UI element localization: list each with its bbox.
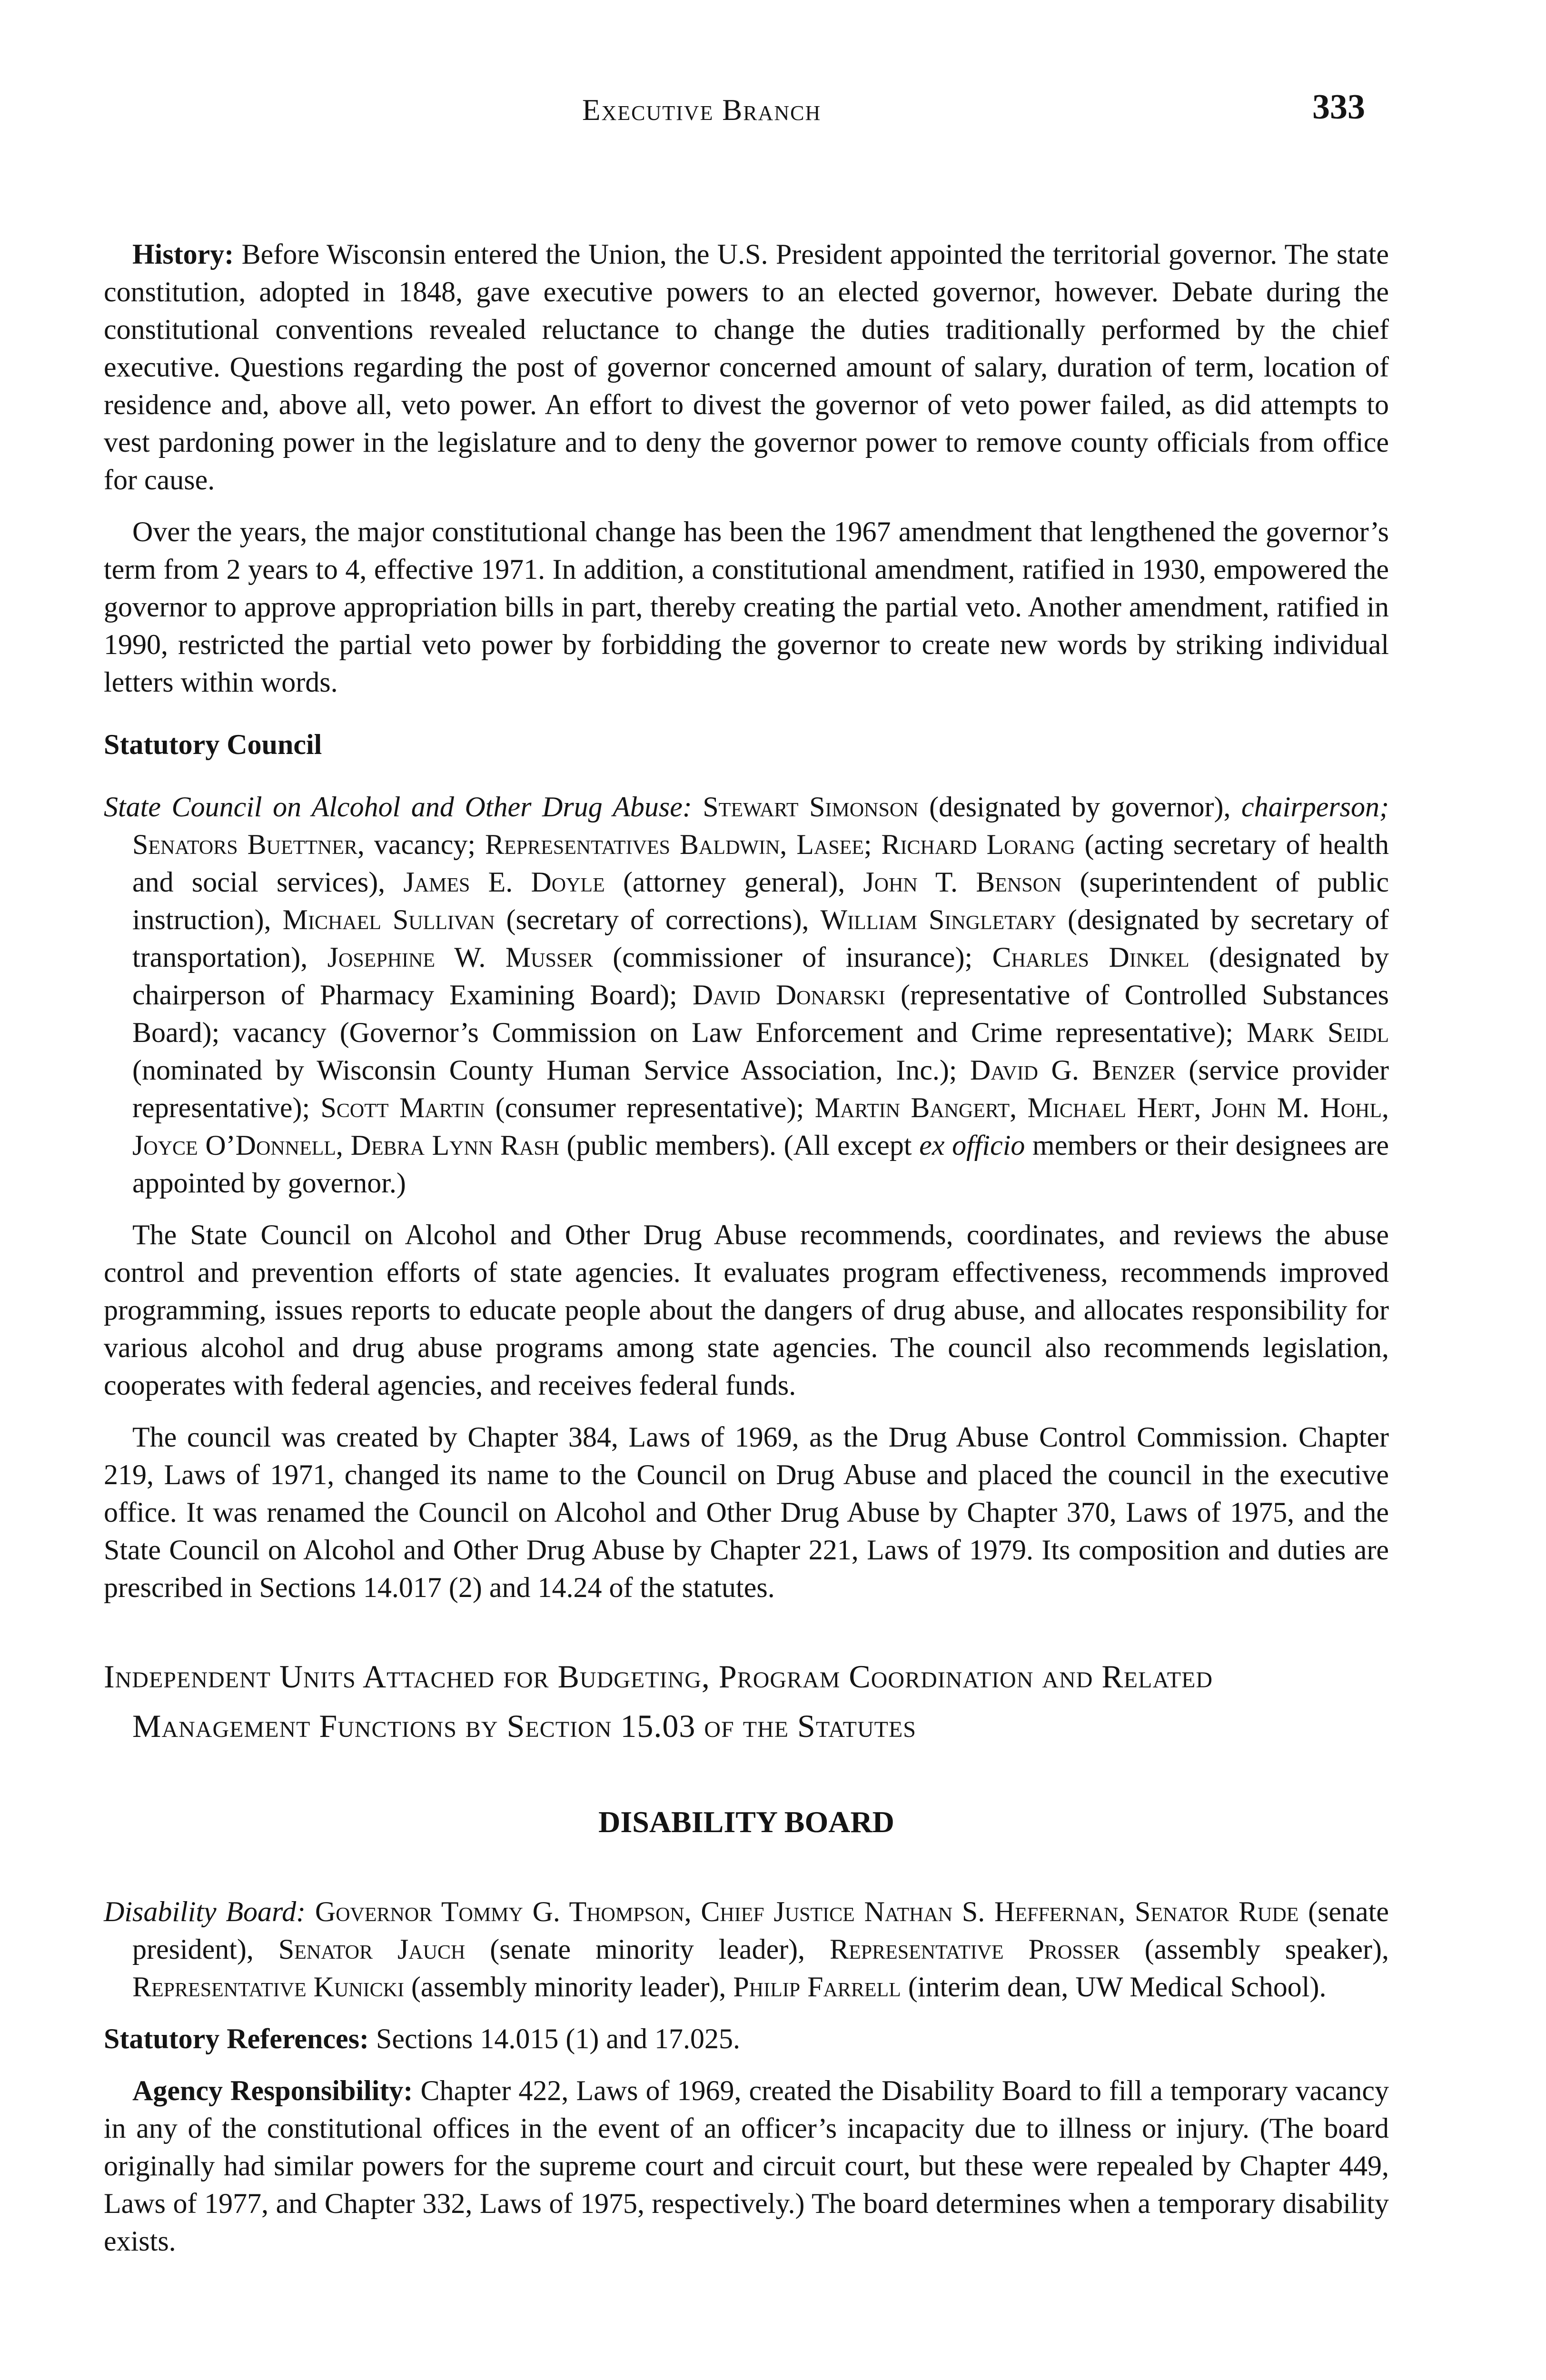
statutory-references-text: Sections 14.015 (1) and 17.025.	[369, 2023, 740, 2054]
member-name: Representatives Baldwin, Lasee; Richard Lorang	[485, 829, 1075, 860]
member-name: William Singletary	[820, 904, 1056, 935]
member-role: (public members). (All except	[559, 1130, 920, 1161]
page-number: 333	[1312, 88, 1365, 127]
member-role: (designated by chairperson of Pharmacy Examining Board);	[132, 942, 1389, 1011]
member-role: (assembly minority leader),	[404, 1971, 733, 2003]
member-name: Stewart Simonson	[703, 791, 919, 823]
statutory-council-heading: Statutory Council	[104, 729, 322, 760]
history-text-1: Before Wisconsin entered the Union, the U.S. President appointed the territorial governor. The state constitution, adopted in 1848, gave executive powers to an elected governor, however. Debate during the constitutional conventions revealed reluctance to change the duties traditionally performed by the chief executive. Questions regarding the post of governor concerned amount of salary, duration of term, location of residence and, above all, veto power. An effort to divest the governor of veto power failed, as did attempts to vest pardoning power in the legislature and to deny the governor power to remove county officials from office for cause.	[104, 238, 1389, 496]
page-header	[0, 88, 1546, 136]
statutory-references-label: Statutory References:	[104, 2023, 369, 2054]
member-name: John T. Benson	[863, 866, 1062, 898]
member-name: Josephine W. Musser	[327, 942, 593, 973]
council-membership	[104, 788, 1389, 1202]
agency-responsibility-text: Chapter 422, Laws of 1969, created the Disability Board to fill a temporary vacancy in any of the constitutional offices in the event of an officer’s incapacity due to illness or injury. (The board originally had similar powers for the supreme court and circuit court, but these were repealed by Chapter 449, Laws of 1977, and Chapter 332, Laws of 1975, respectively.) The board determines when a temporary disability exists.	[104, 2075, 1389, 2257]
member-role: chairperson;	[1241, 791, 1389, 823]
member-role: (secretary of corrections),	[495, 904, 821, 935]
member-role: (representative of Controlled Substances Board); vacancy (Governor’s Commission on Law Enforcement and Crime representative);	[132, 979, 1389, 1048]
member-name: Mark Seidl	[1247, 1017, 1389, 1048]
history-paragraph-2: Over the years, the major constitutional change has been the 1967 amendment that lengthened the governor’s term from 2 years to 4, effective 1971. In addition, a constitutional amendment, ratified in 1930, empowered the governor to approve appropriation bills in part, thereby creating the partial veto. Another amendment, ratified in 1990, restricted the partial veto power by forbidding the governor to create new words by striking individual letters within words.	[104, 516, 1389, 698]
member-role: (designated by secretary of transportation),	[132, 904, 1389, 973]
member-name: Senators Buettner,	[132, 829, 365, 860]
disability-board-title: DISABILITY BOARD	[598, 1805, 894, 1839]
member-name: David Donarski	[692, 979, 885, 1011]
running-head: Executive Branch	[582, 93, 822, 127]
member-role: (superintendent of public instruction),	[132, 866, 1389, 935]
history-label: History:	[132, 238, 234, 270]
member-role: (nominated by Wisconsin County Human Service Association, Inc.);	[132, 1054, 971, 1086]
member-role: (service provider representative);	[132, 1054, 1389, 1123]
member-role: (consumer representative);	[485, 1092, 815, 1123]
member-name: Representative Prosser	[830, 1934, 1120, 1965]
member-role: (commissioner of insurance);	[593, 942, 992, 973]
member-role: (interim dean, UW Medical School).	[901, 1971, 1327, 2003]
statutory-references	[104, 2020, 1389, 2058]
member-role: (assembly speaker),	[1120, 1934, 1389, 1965]
board-name: Disability Board:	[104, 1896, 306, 1927]
history-paragraph-1	[104, 236, 1389, 499]
member-role: (senate president),	[132, 1896, 1389, 1965]
member-role: (acting secretary of health and social services),	[132, 829, 1389, 898]
member-role: (designated by governor),	[918, 791, 1242, 823]
agency-responsibility-label: Agency Responsibility:	[132, 2075, 413, 2106]
member-role: (attorney general),	[605, 866, 863, 898]
independent-units-heading: Independent Units Attached for Budgeting, Program Coordination and Related Management Functions by Section 15.03 of the Statutes	[104, 1658, 1213, 1744]
member-name: Representative Kunicki	[132, 1971, 404, 2003]
member-role: vacancy;	[364, 829, 486, 860]
council-name: State Council on Alcohol and Other Drug Abuse:	[104, 791, 692, 823]
member-name: Senator Jauch	[278, 1934, 466, 1965]
member-role: (senate minority leader),	[465, 1934, 830, 1965]
member-name: Martin Bangert, Michael Hert, John M. Hohl, Joyce O’Donnell, Debra Lynn Rash	[132, 1092, 1389, 1161]
ex-officio-term: ex officio	[919, 1130, 1025, 1161]
council-paragraph-1: The State Council on Alcohol and Other Drug Abuse recommends, coordinates, and reviews the abuse control and prevention efforts of state agencies. It evaluates program effectiveness, recommends improved programming, issues reports to educate people about the dangers of drug abuse, and allocates responsibility for various alcohol and drug abuse programs among state agencies. The council also recommends legislation, cooperates with federal agencies, and receives federal funds.	[104, 1219, 1389, 1401]
member-role: members or their designees are appointed by governor.)	[132, 1130, 1389, 1199]
member-name: David G. Benzer	[970, 1054, 1176, 1086]
member-name: Scott Martin	[320, 1092, 485, 1123]
member-name: Philip Farrell	[733, 1971, 901, 2003]
page-body	[104, 236, 1389, 2260]
member-name: Charles Dinkel	[992, 942, 1189, 973]
council-paragraph-2: The council was created by Chapter 384, Laws of 1969, as the Drug Abuse Control Commission. Chapter 219, Laws of 1971, changed its name to the Council on Drug Abuse and placed the council in the executive office. It was renamed the Council on Alcohol and Other Drug Abuse by Chapter 370, Laws of 1975, and the State Council on Alcohol and Other Drug Abuse by Chapter 221, Laws of 1979. Its composition and duties are prescribed in Sections 14.017 (2) and 14.24 of the statutes.	[104, 1421, 1389, 1603]
member-name: Michael Sullivan	[282, 904, 495, 935]
board-membership	[104, 1893, 1389, 2006]
member-name: Governor Tommy G. Thompson, Chief Justice Nathan S. Heffernan, Senator Rude	[315, 1896, 1299, 1927]
agency-responsibility	[104, 2072, 1389, 2260]
member-name: James E. Doyle	[403, 866, 605, 898]
